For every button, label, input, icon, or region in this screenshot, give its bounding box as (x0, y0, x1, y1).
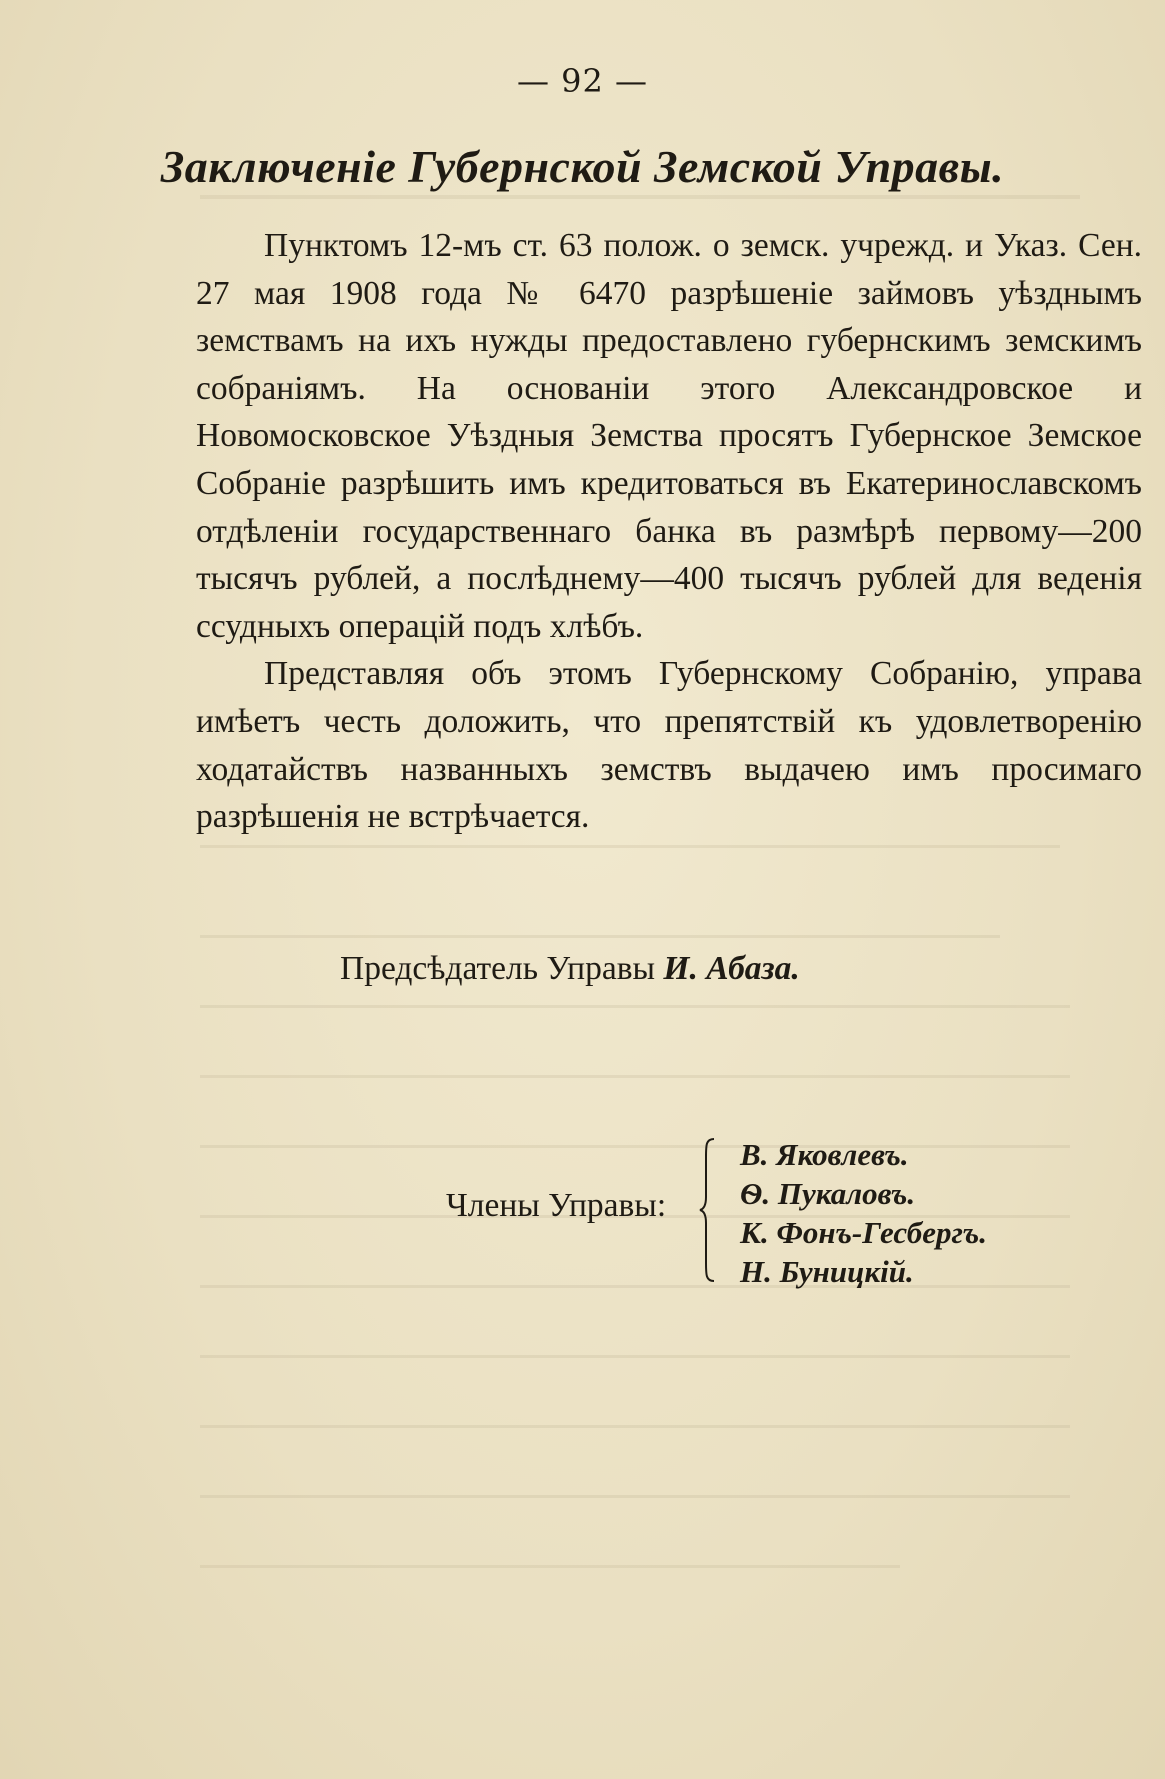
chairman-label: Предсѣдатель Управы (340, 950, 656, 987)
chairman-signature: И. Абаза. (663, 950, 800, 987)
member-name: Ѳ. Пукаловъ. (740, 1176, 916, 1211)
paragraph-1: Пунктомъ 12-мъ ст. 63 полож. о земск. учрежд. и Указ. Сен. 27 мая 1908 года № 6470 разрѣшеніе займовъ уѣзднымъ земствамъ на ихъ нужды предоставлено губернскимъ земскимъ собраніямъ. На основаніи этого Александровское и Новомосковское Уѣздныя Земства просятъ Губернское Земское Собраніе разрѣшить имъ кредитоваться въ Екатеринославскомъ отдѣленіи государственнаго банка въ размѣрѣ первому—200 тысячъ рублей, а послѣднему—400 тысячъ рублей для веденія ссудныхъ операцій подъ хлѣбъ. (196, 227, 1142, 645)
document-title: Заключеніе Губернской Земской Управы. (160, 141, 1005, 192)
members-label: Члены Управы: (446, 1187, 667, 1224)
members-list (740, 1135, 987, 1291)
chairman-line (340, 950, 800, 988)
member-name: К. Фонъ-Гесбергъ. (740, 1215, 988, 1250)
members-block (0, 1135, 1165, 1289)
curly-brace-icon (698, 1135, 718, 1285)
member-name: В. Яковлевъ. (740, 1137, 909, 1172)
page-number: — 92 — (516, 62, 649, 100)
member-name: Н. Буницкій. (740, 1254, 914, 1289)
body-text (196, 222, 1142, 841)
paragraph-2: Представляя объ этомъ Губернскому Собранію, управа имѣетъ честь доложить, что препятствій къ удовлетворенію ходатайствъ названныхъ земствъ выдачею имъ просимаго разрѣшенія не встрѣчается. (196, 655, 1142, 836)
